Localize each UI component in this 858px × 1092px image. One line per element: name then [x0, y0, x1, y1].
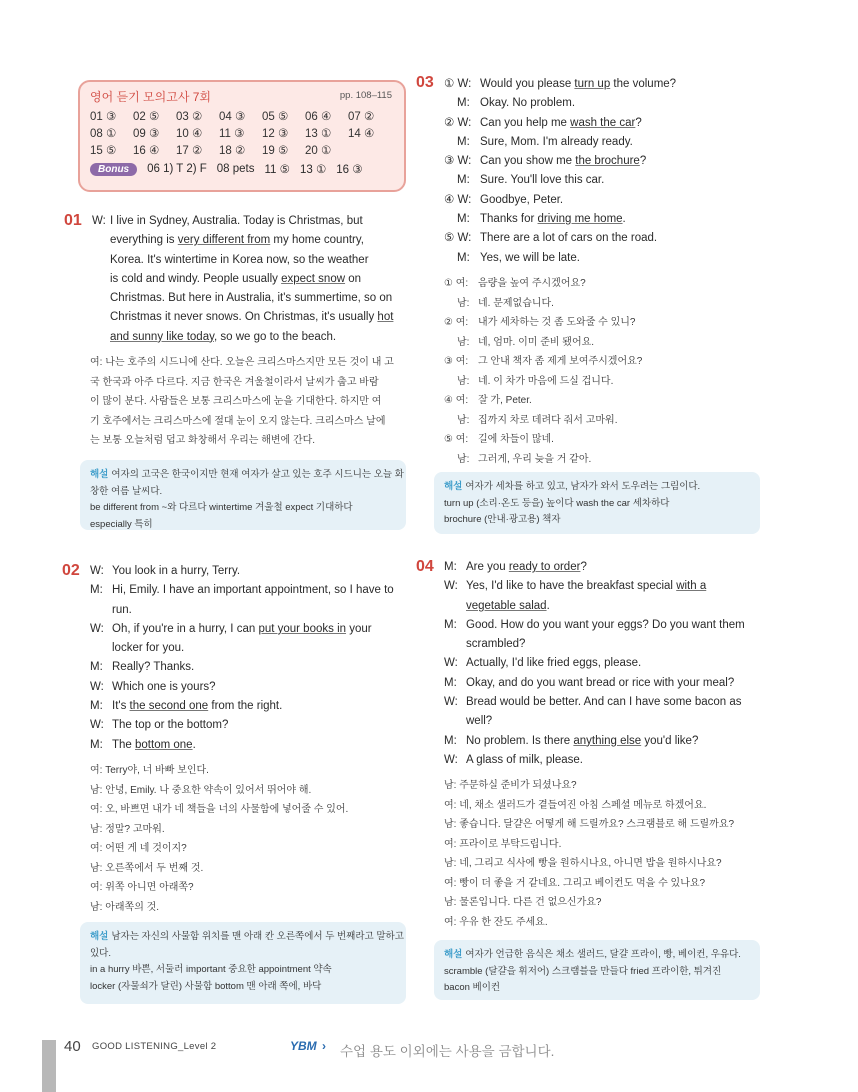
explanation-line — [90, 929, 404, 946]
script-line — [90, 678, 408, 697]
speaker-label — [90, 601, 112, 620]
script-line — [90, 581, 408, 600]
translation-text: 네, 엄마. 이미 준비 됐어요. — [478, 336, 595, 348]
script-line — [444, 577, 762, 596]
answer-item: 20 ① — [305, 145, 332, 157]
script-line — [444, 654, 762, 673]
script-text: Christmas. But here in Australia, it's summertime, so on — [110, 292, 393, 305]
script-line — [444, 114, 774, 133]
translation-text: 네. 문제없습니다. — [478, 297, 554, 309]
speaker-label: M: — [90, 584, 103, 597]
question-number-01: 01 — [64, 212, 82, 229]
explanation-text: in a hurry 바쁜, 서둘러 important 중요한 appointment 약속 — [90, 964, 332, 976]
bonus-item: 13 ① — [299, 164, 327, 176]
script-line — [444, 229, 774, 248]
translation-line: 남: 주문하실 준비가 되셨나요? — [444, 780, 577, 791]
translation-line: 이 많이 분다. 사람들은 보통 크리스마스에 눈을 기대한다. 하지만 여 — [90, 396, 382, 407]
script-text: and sunny like today, so we go to the beach. — [110, 330, 337, 343]
speaker-label: M: — [457, 97, 470, 110]
explanation-line — [444, 479, 750, 496]
ybm-logo: YBM — [290, 1039, 317, 1053]
speaker-label: M: — [457, 251, 470, 264]
script-text: Really? Thanks. — [112, 661, 195, 674]
script-text: Would you please turn up the volume? — [480, 78, 677, 90]
q04-script — [444, 558, 762, 770]
q01-translation — [90, 353, 406, 451]
bonus-item: 16 ③ — [336, 164, 363, 176]
translation-text: 그 안내 책자 좀 제게 보여주시겠어요? — [478, 356, 643, 367]
translation-line: 여: 오, 바쁘면 내가 네 책들을 너의 사물함에 넣어줄 수 있어. — [90, 804, 349, 815]
script-line — [90, 697, 408, 716]
translation-text: 그러게, 우리 늦을 거 같아. — [478, 453, 592, 465]
answer-item: 13 ① — [305, 128, 332, 140]
script-text: vegetable salad. — [466, 599, 550, 612]
script-line — [90, 562, 408, 581]
script-text: Sure. You'll love this car. — [480, 174, 605, 187]
q04-explanation — [434, 940, 760, 1000]
question-number-03: 03 — [416, 74, 434, 91]
question-number-02: 02 — [62, 562, 80, 579]
translation-line: 여: 우유 한 잔도 주세요. — [444, 916, 548, 928]
speaker-label: W: — [444, 580, 458, 593]
speaker-label: ② 여: — [444, 317, 469, 328]
explanation-text: locker (자물쇠가 달린) 사물함 bottom 맨 아래 쪽에, 바닥 — [90, 980, 322, 992]
explanation-text: turn up (소리·온도 등을) 높이다 wash the car 세차하다 — [444, 497, 670, 509]
speaker-label: M: — [457, 174, 470, 187]
explanation-line — [90, 517, 396, 534]
speaker-label: M: — [90, 738, 103, 751]
script-text: Actually, I'd like fried eggs, please. — [466, 657, 642, 670]
explanation-heading: 해설 — [90, 469, 109, 480]
script-line — [90, 716, 408, 735]
bonus-item: 06 1) T 2) F — [147, 163, 207, 175]
page-edge-bar — [42, 1040, 56, 1092]
translation-line — [444, 274, 774, 294]
translation-line: 남: 안녕, Emily. 나 중요한 약속이 있어서 뛰어야 해. — [90, 784, 312, 796]
speaker-label: ⑤ W: — [444, 232, 472, 245]
speaker-label: W: — [444, 753, 458, 766]
script-line — [444, 171, 774, 190]
q04-translation — [444, 776, 762, 932]
script-text: Oh, if you're in a hurry, I can put your books in your — [112, 622, 372, 635]
explanation-line — [90, 979, 396, 996]
script-text: Okay. No problem. — [480, 97, 576, 110]
answer-item: 12 ③ — [262, 128, 289, 140]
answer-item: 03 ② — [176, 111, 203, 123]
speaker-label: M: — [444, 734, 457, 747]
speaker-label: ④ 여: — [444, 395, 469, 406]
translation-line — [444, 372, 774, 392]
answer-item: 18 ② — [219, 145, 246, 157]
translation-line — [444, 411, 774, 431]
script-line — [92, 212, 406, 231]
answer-key-pages: pp. 108–115 — [339, 90, 392, 101]
speaker-label: ⑤ 여: — [444, 434, 469, 445]
answer-item: 11 ③ — [219, 128, 245, 140]
answer-item: 04 ③ — [219, 111, 246, 123]
q02-translation — [90, 761, 406, 917]
answer-item: 01 ③ — [90, 111, 117, 123]
script-text: Okay, and do you want bread or rice with your meal? — [466, 676, 735, 689]
script-line — [444, 693, 762, 712]
q03-script — [444, 75, 774, 268]
translation-line: 여: 위쪽 아니면 아래쪽? — [90, 882, 194, 893]
book-title: GOOD LISTENING_Level 2 — [92, 1041, 217, 1052]
explanation-text: especially 특히 — [90, 518, 153, 530]
explanation-line — [444, 496, 750, 513]
explanation-heading: 해설 — [444, 481, 463, 492]
translation-line — [444, 313, 774, 333]
explanation-heading: 해설 — [444, 949, 463, 960]
script-line — [444, 635, 762, 654]
explanation-text: scramble (달걀을 휘저어) 스크램블을 만들다 fried 프라이한, 튀겨진 — [444, 965, 722, 977]
script-line — [444, 597, 762, 616]
script-text: It's the second one from the right. — [112, 700, 283, 713]
explanation-text: 있다. — [90, 947, 111, 959]
speaker-label: M: — [444, 676, 457, 689]
explanation-text: 남자는 자신의 사물함 위치를 맨 아래 칸 오른쪽에서 두 번째라고 말하고 — [111, 931, 404, 942]
translation-line: 남: 정말? 고마워. — [90, 823, 165, 835]
q03-explanation — [434, 472, 760, 534]
speaker-label: M: — [90, 700, 103, 713]
explanation-line — [444, 947, 750, 964]
explanation-text: 여자가 언급한 음식은 채소 샐러드, 달걀 프라이, 빵, 베이컨, 우유다. — [465, 949, 741, 960]
script-text: You look in a hurry, Terry. — [112, 565, 241, 577]
speaker-label: W: — [90, 622, 104, 635]
speaker-label: W: — [444, 696, 458, 709]
translation-line: 남: 물론입니다. 다른 건 없으신가요? — [444, 897, 602, 908]
speaker-label: W: — [90, 719, 104, 732]
speaker-label: ③ W: — [444, 155, 472, 168]
speaker-label: W: — [90, 680, 104, 693]
bonus-badge: Bonus — [90, 163, 137, 176]
speaker-label: ① 여: — [444, 278, 469, 289]
script-line — [444, 732, 762, 751]
script-text: Hi, Emily. I have an important appointment, so I have to — [112, 584, 394, 597]
translation-text: 집까지 차로 데려다 줘서 고마워. — [478, 414, 618, 426]
answer-item: 19 ⑤ — [262, 145, 289, 157]
translation-text: 내가 세차하는 것 좀 도와줄 수 있니? — [478, 317, 636, 328]
translation-line: 남: 네, 그리고 식사에 빵을 원하시나요, 아니면 밥을 원하시나요? — [444, 858, 722, 869]
speaker-label — [90, 639, 112, 658]
translation-line: 여: 네, 채소 샐러드가 곁들여진 아침 스페셜 메뉴로 하겠어요. — [444, 799, 707, 811]
script-line — [90, 620, 408, 639]
explanation-line — [90, 467, 404, 484]
translation-line: 남: 좋습니다. 달걀은 어떻게 해 드릴까요? 스크램블로 해 드릴까요? — [444, 819, 735, 830]
script-text: Sure, Mom. I'm already ready. — [480, 135, 633, 148]
question-number-04: 04 — [416, 558, 434, 575]
translation-line: 남: 오른쪽에서 두 번째 것. — [90, 862, 204, 874]
speaker-label: 남: — [457, 414, 470, 426]
script-text: Goodbye, Peter. — [480, 193, 564, 206]
script-line — [92, 289, 406, 308]
script-line — [92, 308, 406, 327]
speaker-label: M: — [457, 213, 470, 226]
script-text: well? — [466, 715, 493, 728]
answer-item: 05 ⑤ — [262, 111, 289, 123]
script-text: There are a lot of cars on the road. — [480, 232, 658, 245]
speaker-label: M: — [90, 661, 103, 674]
explanation-text: be different from ~와 다르다 wintertime 겨울철 expect 기대하다 — [90, 502, 353, 514]
speaker-label: W: — [92, 215, 106, 227]
speaker-label: M: — [457, 135, 470, 148]
script-text: Good. How do you want your eggs? Do you want them — [466, 618, 745, 631]
translation-line: 여: 프라이로 부탁드립니다. — [444, 838, 562, 850]
speaker-label: ③ 여: — [444, 356, 469, 367]
explanation-text: bacon 베이컨 — [444, 982, 501, 994]
script-line — [92, 328, 406, 347]
translation-text: 음량을 높여 주시겠어요? — [478, 278, 586, 289]
speaker-label — [92, 270, 110, 289]
answer-item: 09 ③ — [133, 128, 160, 140]
script-line — [444, 751, 762, 770]
translation-line: 남: 아래쪽의 것. — [90, 901, 160, 913]
translation-line — [444, 430, 774, 450]
translation-line: 여: 어떤 게 네 것이지? — [90, 843, 187, 854]
script-text: Bread would be better. And can I have some bacon as — [466, 696, 742, 709]
explanation-line — [90, 946, 396, 963]
script-text: run. — [112, 603, 132, 616]
script-line — [444, 94, 774, 113]
speaker-label: W: — [444, 657, 458, 670]
speaker-label — [92, 231, 110, 250]
translation-line: 국 한국과 아주 다르다. 지금 한국은 겨울철이라서 날씨가 춥고 바람 — [90, 376, 379, 388]
answer-item: 16 ④ — [133, 145, 160, 157]
usage-notice: 수업 용도 이외에는 사용을 금합니다. — [340, 1044, 555, 1059]
speaker-label — [444, 635, 466, 654]
speaker-label: 남: — [457, 453, 470, 465]
script-text: Can you help me wash the car? — [480, 116, 642, 129]
translation-line — [444, 352, 774, 372]
answer-item: 15 ⑤ — [90, 145, 117, 157]
script-text: locker for you. — [112, 642, 185, 655]
answer-key-title: 영어 듣기 모의고사 7회 — [90, 90, 212, 104]
script-line — [444, 133, 774, 152]
script-text: Yes, I'd like to have the breakfast special with a — [466, 580, 707, 593]
script-line — [444, 191, 774, 210]
translation-line: 여: Terry야, 너 바빠 보인다. — [90, 765, 209, 776]
answer-item: 07 ② — [348, 111, 375, 123]
script-line — [92, 270, 406, 289]
script-line — [90, 736, 408, 755]
answer-item: 06 ④ — [305, 111, 332, 123]
script-line — [90, 639, 408, 658]
explanation-line — [90, 500, 396, 517]
translation-line — [444, 294, 774, 314]
q03-translation — [444, 274, 774, 469]
speaker-label: M: — [444, 561, 457, 573]
script-line — [92, 251, 406, 270]
speaker-label: M: — [444, 618, 457, 631]
speaker-label: ④ W: — [444, 193, 472, 206]
speaker-label: 남: — [457, 336, 470, 348]
page-number: 40 — [64, 1038, 81, 1055]
script-text: Thanks for driving me home. — [480, 213, 626, 226]
explanation-text: 여자가 세차를 하고 있고, 남자가 와서 도우려는 그림이다. — [465, 481, 701, 492]
script-text: is cold and windy. People usually expect snow on — [110, 272, 362, 285]
explanation-text: 여자의 고국은 한국이지만 현재 여자가 살고 있는 호주 시드니는 오늘 화 — [111, 469, 404, 480]
explanation-line — [444, 512, 750, 529]
answer-item: 08 ① — [90, 128, 117, 140]
script-text: Korea. It's wintertime in Korea now, so the weather — [110, 253, 369, 266]
speaker-label — [92, 328, 110, 347]
translation-line: 여: 나는 호주의 시드니에 산다. 오늘은 크리스마스지만 모든 것이 내 고 — [90, 357, 394, 368]
script-text: everything is very different from my home country, — [110, 234, 364, 247]
answer-item: 17 ② — [176, 145, 203, 157]
speaker-label: ① W: — [444, 78, 472, 90]
script-line — [90, 658, 408, 677]
answer-item: 14 ④ — [348, 128, 375, 140]
script-line — [444, 558, 762, 577]
answer-item: 10 ④ — [176, 128, 203, 140]
script-line — [444, 152, 774, 171]
answer-item: 02 ⑤ — [133, 111, 160, 123]
q02-script — [90, 562, 408, 755]
translation-line: 기 호주에서는 크리스마스에 절대 눈이 오지 않는다. 크리스마스 날에 — [90, 415, 386, 427]
script-text: Which one is yours? — [112, 680, 216, 693]
q01-script — [92, 212, 406, 347]
script-line — [444, 75, 774, 94]
translation-line — [444, 450, 774, 470]
speaker-label: ② W: — [444, 116, 472, 129]
speaker-label — [92, 289, 110, 308]
script-text: Christmas it never snows. On Christmas, it's usually hot — [110, 311, 394, 324]
script-text: Yes, we will be late. — [480, 251, 580, 264]
translation-line — [444, 391, 774, 411]
speaker-label — [92, 251, 110, 270]
script-line — [444, 249, 774, 268]
q01-explanation — [80, 460, 406, 530]
script-text: Can you show me the brochure? — [480, 155, 647, 168]
script-line — [444, 712, 762, 731]
translation-line: 는 보통 오늘처럼 덥고 화창해서 우리는 해변에 간다. — [90, 435, 316, 446]
speaker-label: 남: — [457, 375, 470, 387]
chevron-right-icon: › — [322, 1039, 326, 1053]
script-line — [444, 210, 774, 229]
script-text: I live in Sydney, Australia. Today is Christmas, but — [110, 215, 363, 227]
bonus-item: 11 ⑤ — [264, 164, 290, 176]
explanation-line — [444, 980, 750, 997]
explanation-line — [444, 964, 750, 981]
answer-grid — [90, 109, 394, 157]
script-text: A glass of milk, please. — [466, 753, 583, 766]
script-text: scrambled? — [466, 638, 526, 651]
speaker-label: W: — [90, 565, 104, 577]
explanation-text: brochure (안내·광고용) 책자 — [444, 514, 561, 526]
translation-text: 네. 이 차가 마음에 드실 겁니다. — [478, 375, 614, 387]
speaker-label: 남: — [457, 297, 470, 309]
script-text: The bottom one. — [112, 738, 196, 751]
explanation-line — [90, 962, 396, 979]
bonus-item: 08 pets — [216, 163, 255, 175]
script-text: No problem. Is there anything else you'd like? — [466, 734, 699, 747]
script-text: The top or the bottom? — [112, 719, 229, 732]
script-line — [92, 231, 406, 250]
speaker-label — [444, 597, 466, 616]
translation-text: 잘 가, Peter. — [478, 395, 532, 406]
translation-text: 길에 차들이 많네. — [478, 434, 554, 445]
explanation-line — [90, 484, 396, 501]
translation-line: 여: 빵이 더 좋을 거 같네요. 그리고 베이컨도 먹을 수 있나요? — [444, 877, 706, 889]
translation-line — [444, 333, 774, 353]
script-text: Are you ready to order? — [466, 561, 587, 573]
speaker-label — [92, 308, 110, 327]
explanation-text: 창한 여름 날씨다. — [90, 485, 163, 497]
bonus-row — [90, 162, 394, 176]
answer-key-box — [78, 80, 406, 192]
explanation-heading: 해설 — [90, 931, 109, 942]
script-line — [444, 616, 762, 635]
script-line — [90, 601, 408, 620]
script-line — [444, 674, 762, 693]
speaker-label — [444, 712, 466, 731]
q02-explanation — [80, 922, 406, 1004]
